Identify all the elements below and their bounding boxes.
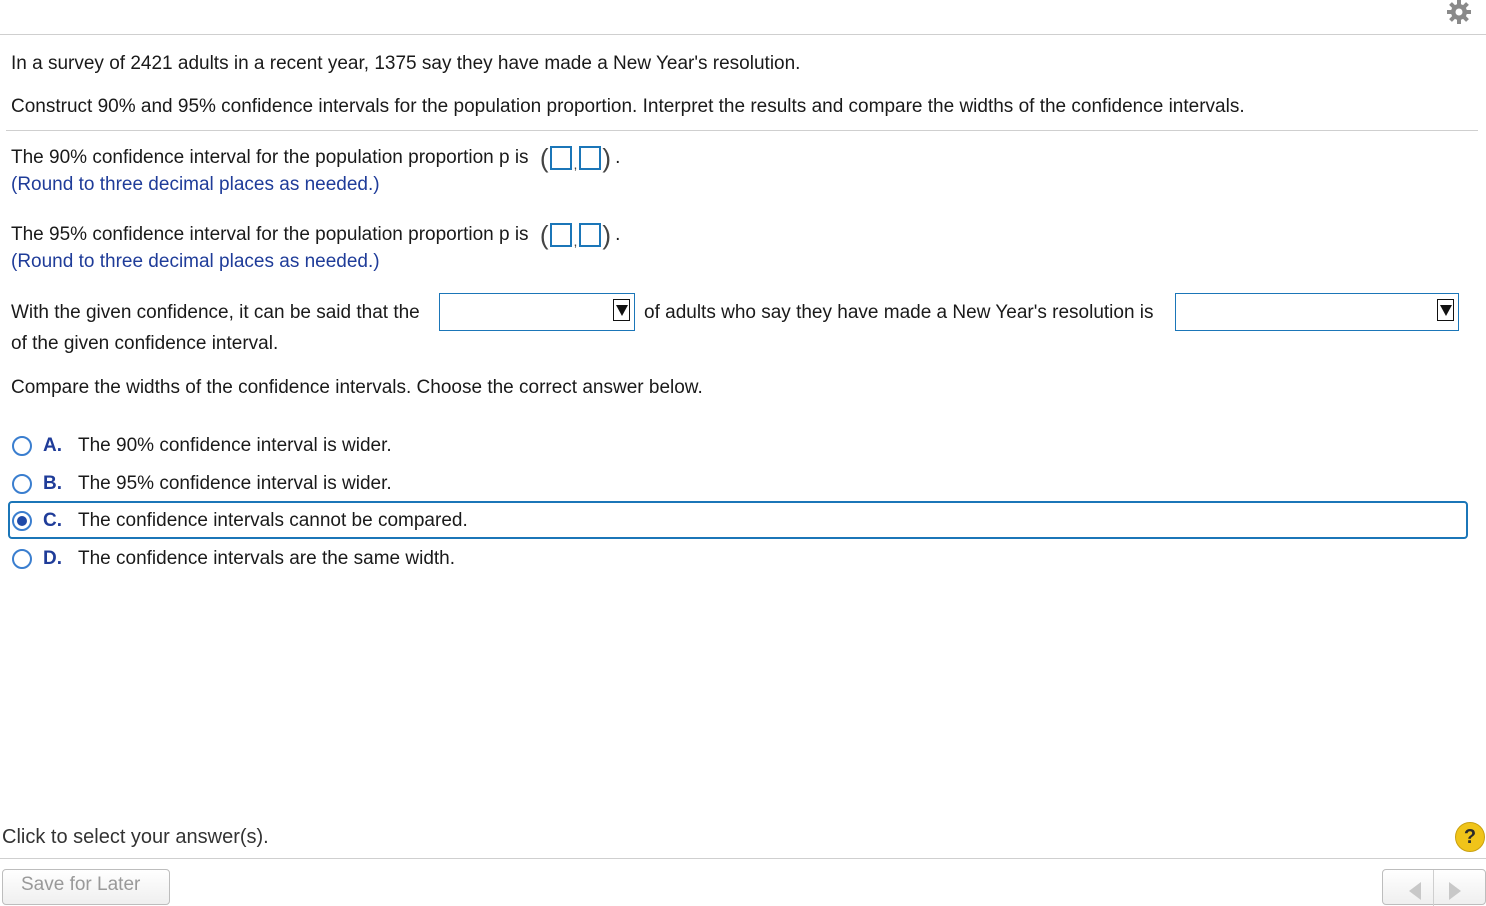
choice-b[interactable] <box>12 469 392 499</box>
question-line-2: Construct 90% and 95% confidence intervals for the population proportion. Interpret the results and compare the widths of the confidence intervals. <box>11 96 1245 117</box>
choice-text: The confidence intervals cannot be compared. <box>78 510 468 531</box>
ci90-interval <box>539 143 621 173</box>
interpretation-text-middle: of adults who say they have made a New Year's resolution is <box>644 302 1154 323</box>
location-dropdown[interactable] <box>1175 293 1459 331</box>
ci95-row <box>11 220 621 250</box>
ci95-upper-input[interactable] <box>579 223 601 247</box>
nav-separator <box>1433 870 1434 906</box>
gear-icon[interactable] <box>1444 0 1474 26</box>
choice-text: The 90% confidence interval is wider. <box>78 435 392 456</box>
comma: , <box>573 233 578 249</box>
choice-text: The confidence intervals are the same width. <box>78 548 456 569</box>
choice-text: The 95% confidence interval is wider. <box>78 473 392 494</box>
top-divider <box>0 34 1486 35</box>
ci90-hint: (Round to three decimal places as needed.) <box>11 174 380 195</box>
choice-c[interactable] <box>12 506 468 536</box>
period: . <box>615 224 621 245</box>
close-paren: ) <box>602 220 612 250</box>
choice-letter: B. <box>43 473 62 494</box>
question-nav <box>1382 869 1486 905</box>
compare-prompt: Compare the widths of the confidence intervals. Choose the correct answer below. <box>11 377 703 398</box>
footer-divider <box>0 858 1486 859</box>
period: . <box>615 147 621 168</box>
help-icon[interactable]: ? <box>1455 822 1485 852</box>
dropdown-arrow-icon[interactable] <box>1437 299 1454 321</box>
ci95-interval <box>539 220 621 250</box>
dropdown-arrow-icon[interactable] <box>613 299 630 321</box>
choice-letter: C. <box>43 510 62 531</box>
question-line-1: In a survey of 2421 adults in a recent year, 1375 say they have made a New Year's resolution. <box>11 53 801 74</box>
ci90-upper-input[interactable] <box>579 146 601 170</box>
save-for-later-button[interactable]: Save for Later <box>2 869 170 905</box>
population-proportion-dropdown[interactable] <box>439 293 635 331</box>
ci95-lower-input[interactable] <box>550 223 572 247</box>
choice-letter: A. <box>43 435 62 456</box>
radio-b[interactable] <box>12 474 32 494</box>
ci90-lower-input[interactable] <box>550 146 572 170</box>
previous-arrow-icon[interactable] <box>1409 882 1421 900</box>
next-arrow-icon[interactable] <box>1449 882 1461 900</box>
open-paren: ( <box>539 143 549 173</box>
choice-letter: D. <box>43 548 62 569</box>
ci95-prompt: The 95% confidence interval for the population proportion p is <box>11 224 529 246</box>
choice-a[interactable] <box>12 431 392 461</box>
interpretation-text-before: With the given confidence, it can be said that the <box>11 302 420 323</box>
radio-c[interactable] <box>12 511 32 531</box>
status-text: Click to select your answer(s). <box>2 826 269 848</box>
open-paren: ( <box>539 220 549 250</box>
close-paren: ) <box>602 143 612 173</box>
radio-d[interactable] <box>12 549 32 569</box>
ci90-row <box>11 143 621 173</box>
question-divider <box>6 130 1478 131</box>
radio-a[interactable] <box>12 436 32 456</box>
choice-d[interactable] <box>12 544 455 574</box>
comma: , <box>573 156 578 172</box>
interpretation-text-after: of the given confidence interval. <box>11 333 279 354</box>
ci90-prompt: The 90% confidence interval for the population proportion p is <box>11 147 529 169</box>
ci95-hint: (Round to three decimal places as needed.) <box>11 251 380 272</box>
